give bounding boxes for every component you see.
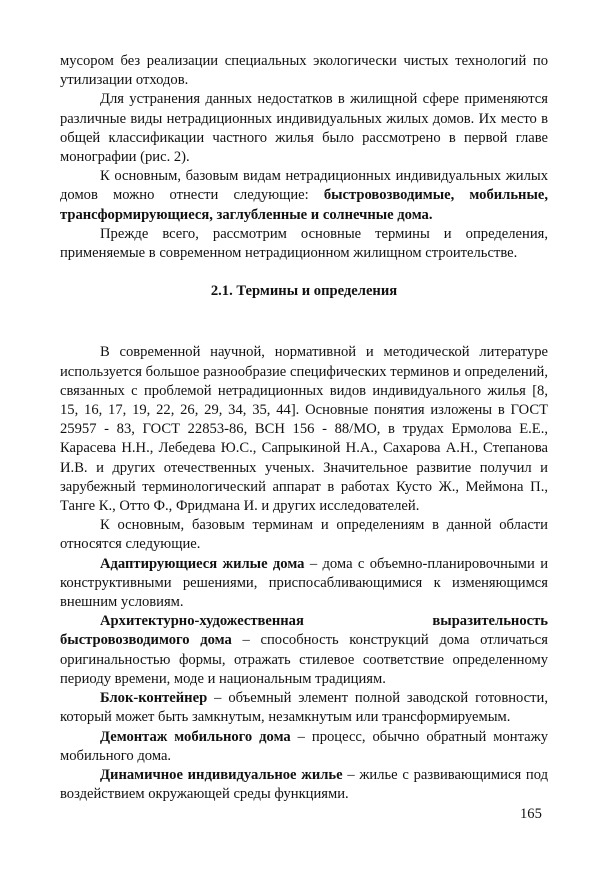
term-definition: – процесс, обычно обратный монтажу мобильного дома. [60, 728, 548, 764]
basic-types-list: быстровозводимые, мобильные, трансформирующиеся, заглубленные и солнечные дома. [60, 187, 548, 223]
paragraph-terms-intro: Прежде всего, рассмотрим основные термины и определения, применяемые в современном нетрадиционном жилищном строительстве. [60, 225, 548, 262]
basic-types-text: К основным, базовым видам нетрадиционных индивидуальных жилых домов можно отнести следующие: [60, 168, 548, 204]
term-name: Динамичное индивидуальное жилье [100, 766, 343, 783]
term-entry [60, 689, 548, 727]
paragraph-intro-continued: мусором без реализации специальных экологически чистых технологий по утилизации отходов. [60, 53, 548, 89]
paragraph-basic-types [60, 167, 548, 225]
term-entry [60, 612, 548, 689]
term-entry [60, 728, 548, 766]
term-definition: – жилье с развивающимися под воздействием окружающей среды функциями. [60, 766, 548, 803]
section-heading: 2.1. Термины и определения [210, 283, 398, 300]
term-name: Архитектурно-художественная выразительность быстровозводимого дома [60, 613, 548, 649]
term-definition: – способность конструкций дома отличаться оригинальностью формы, отражать стилевое соответствие определенному периоду времени, моде и национальным традициям. [60, 632, 548, 687]
term-definition: – объемный элемент полной заводской готовности, который может быть замкнутым, незамкнутым или трансформируемым. [60, 690, 548, 726]
term-name: Адаптирующиеся жилые дома [100, 555, 305, 572]
term-definition: – дома с объемно-планировочными и конструктивными решениями, приспосабливающимися к изменяющимся внешним условиям. [60, 555, 549, 611]
document-page [60, 52, 548, 804]
paragraph-literature: В современной научной, нормативной и методической литературе используется большое разнообразие специфических терминов и определений, связанных с проблемой нетрадиционных видов индивидуального жилья [8, 15, 16, 17, 19, 22, 26, 29, 34, 35, 44]. Основные понятия изложены в ГОСТ 25957 - 83, ГОСТ 22853-86, ВСН 156 - 88/МО, в трудах Ермолова Е.Е., Карасева Н.Н., Лебедева Ю.С., Сапрыкиной Н.А., Сахарова А.Н., Степанова И.В. и других отечественных ученых. Значительное развитие получил и зарубежный терминологический аппарат в работах Кусто Ж., Меймона П., Танге К., Отто Ф., Фридмана И. и других исследователей. [60, 344, 548, 515]
page-number: 165 [520, 806, 542, 822]
term-name: Демонтаж мобильного дома [100, 728, 291, 745]
term-entry [60, 766, 548, 804]
term-name: Блок-контейнер [100, 690, 208, 707]
paragraph-housing-types: Для устранения данных недостатков в жилищной сфере применяются различные виды нетрадиционных индивидуальных жилых домов. Их место в общей классификации частного жилья было рассмотрено в первой главе монографии (рис. 2). [60, 91, 548, 166]
paragraph-terms-list-intro: К основным, базовым терминам и определениям в данной области относятся следующие. [60, 517, 548, 553]
term-entry [60, 555, 548, 613]
